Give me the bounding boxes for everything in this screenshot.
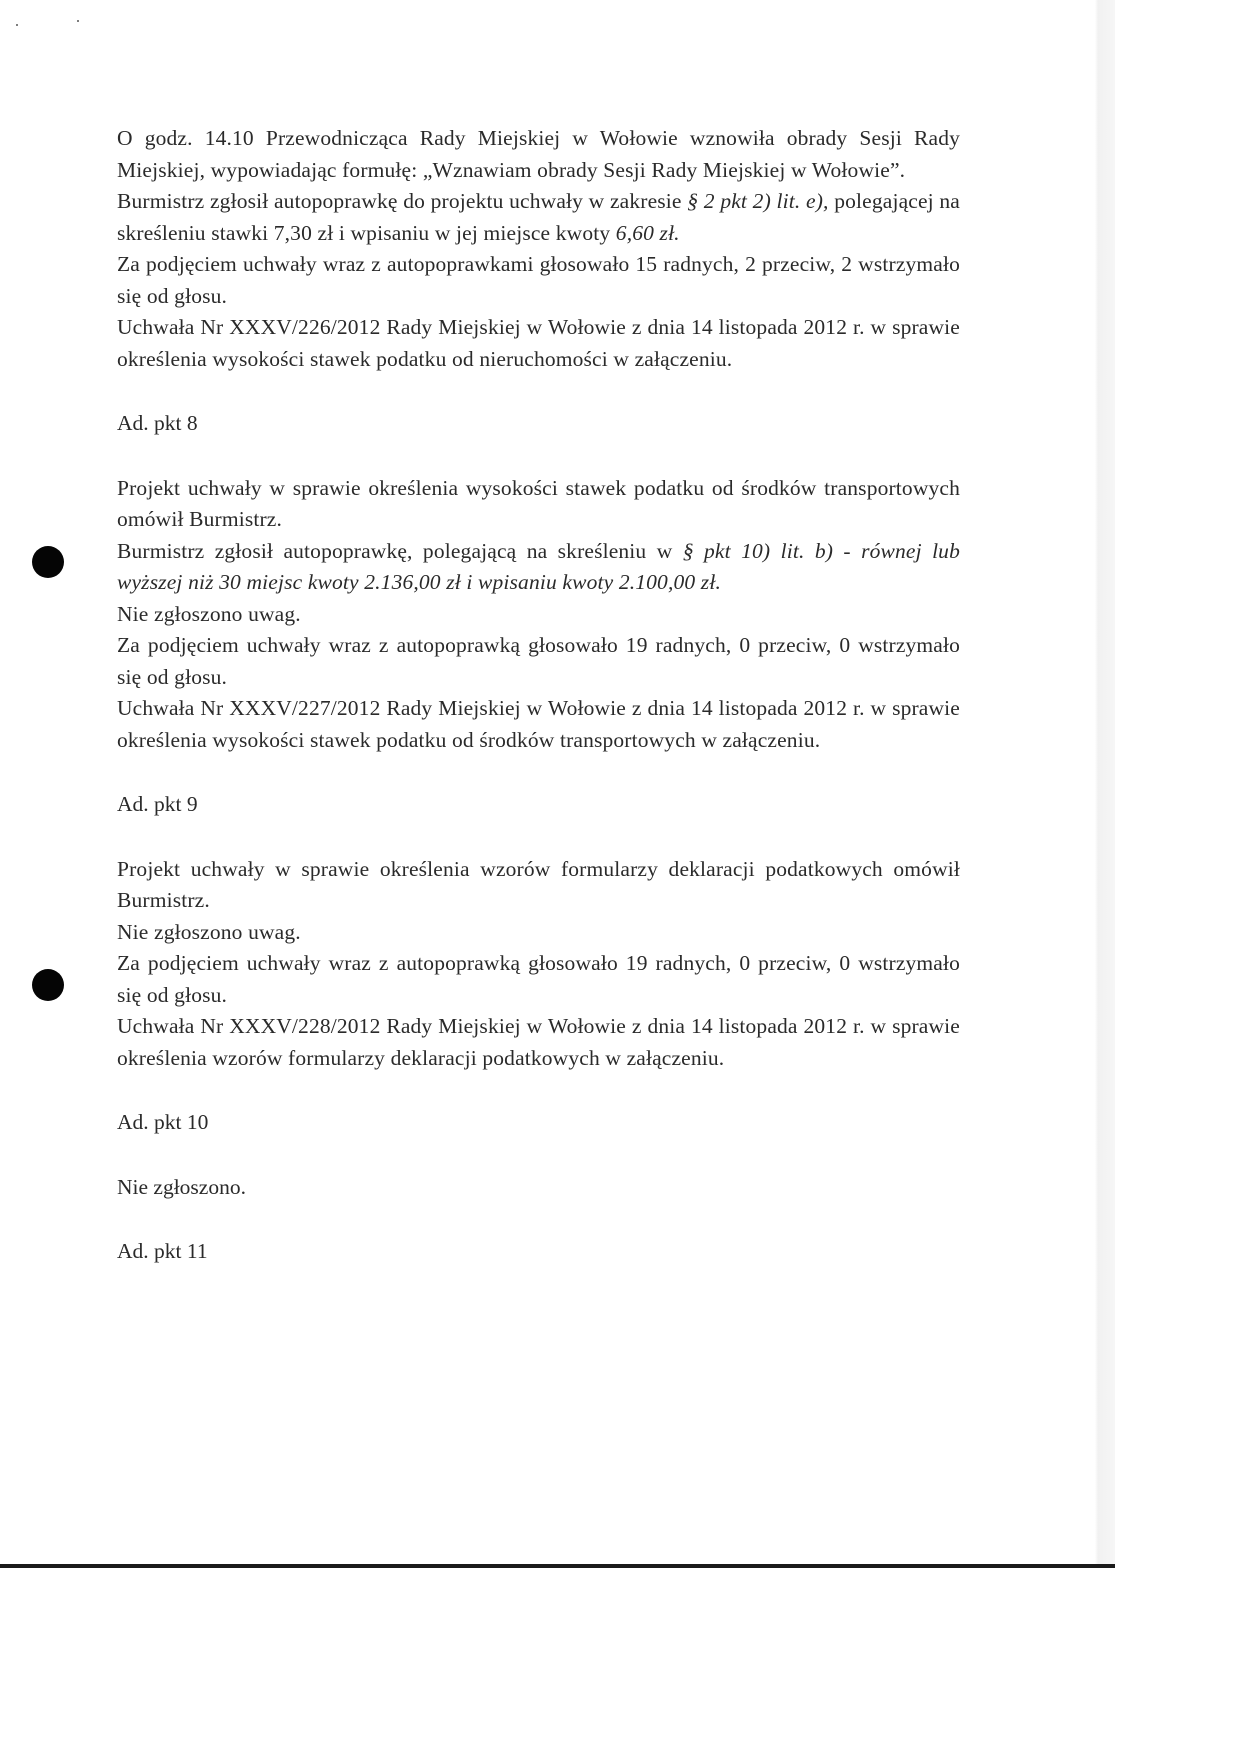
amendment-detail: § pkt 10) lit. b) - równej lub wyższej niż 30 miejsc kwoty 2.136,00 zł i wpisaniu kwoty 2.100,00 zł. (117, 538, 960, 594)
punch-hole (32, 546, 64, 578)
paragraph-no-remarks: Nie zgłoszono uwag. (117, 919, 301, 944)
agenda-item-heading: Ad. pkt 10 (117, 1110, 209, 1134)
paragraph-no-remarks: Nie zgłoszono uwag. (117, 601, 301, 626)
punch-hole (32, 969, 64, 1001)
paragraph-amendment: Burmistrz zgłosił autopoprawkę, polegającą na skreśleniu w § pkt 10) lit. b) - równej lub wyższej niż 30 miejsc kwoty 2.136,00 zł i wpisaniu kwoty 2.100,00 zł. (117, 538, 960, 594)
paragraph-vote: Za podjęciem uchwały wraz z autopoprawką głosowało 19 radnych, 0 przeciw, 0 wstrzymało się od głosu. (117, 951, 960, 1007)
paragraph-resolution: Uchwała Nr XXXV/226/2012 Rady Miejskiej w Wołowie z dnia 14 listopada 2012 r. w sprawie określenia wysokości stawek podatku od nieruchomości w załączeniu. (117, 315, 960, 371)
agenda-item-heading: Ad. pkt 11 (117, 1239, 208, 1263)
agenda-item-heading: Ad. pkt 8 (117, 411, 198, 435)
paragraph-project: Projekt uchwały w sprawie określenia wysokości stawek podatku od środków transportowych omówił Burmistrz. (117, 475, 960, 531)
paragraph-vote: Za podjęciem uchwały wraz z autopoprawką głosowało 19 radnych, 0 przeciw, 0 wstrzymało się od głosu. (117, 633, 960, 689)
scan-page-edge (1095, 0, 1115, 1568)
paragraph-resolution: Uchwała Nr XXXV/228/2012 Rady Miejskiej w Wołowie z dnia 14 listopada 2012 r. w sprawie określenia wzorów formularzy deklaracji podatkowych w załączeniu. (117, 1014, 960, 1070)
scan-speck (77, 20, 79, 22)
amendment-reference: § 2 pkt 2) lit. e), (687, 189, 829, 213)
amendment-amount: 6,60 zł. (615, 220, 680, 245)
paragraph-project: Projekt uchwały w sprawie określenia wzorów formularzy deklaracji podatkowych omówił Burmistrz. (117, 856, 960, 912)
document-body (117, 123, 960, 1268)
scan-speck (16, 24, 18, 26)
paragraph-no-proposals: Nie zgłoszono. (117, 1174, 246, 1199)
paragraph-resumption: O godz. 14.10 Przewodnicząca Rady Miejskiej w Wołowie wznowiła obrady Sesji Rady Miejskiej, wypowiadając formułę: „Wznawiam obrady Sesji Rady Miejskiej w Wołowie”. (117, 126, 960, 182)
paragraph-amendment: Burmistrz zgłosił autopoprawkę do projektu uchwały w zakresie § 2 pkt 2) lit. e), polegającej na skreśleniu stawki 7,30 zł i wpisaniu w jej miejsce kwoty 6,60 zł. (117, 189, 960, 245)
scan-bottom-edge (0, 1564, 1115, 1568)
paragraph-vote: Za podjęciem uchwały wraz z autopoprawkami głosowało 15 radnych, 2 przeciw, 2 wstrzymało się od głosu. (117, 252, 960, 308)
agenda-item-heading: Ad. pkt 9 (117, 792, 198, 816)
paragraph-resolution: Uchwała Nr XXXV/227/2012 Rady Miejskiej w Wołowie z dnia 14 listopada 2012 r. w sprawie określenia wysokości stawek podatku od środków transportowych w załączeniu. (117, 696, 960, 752)
